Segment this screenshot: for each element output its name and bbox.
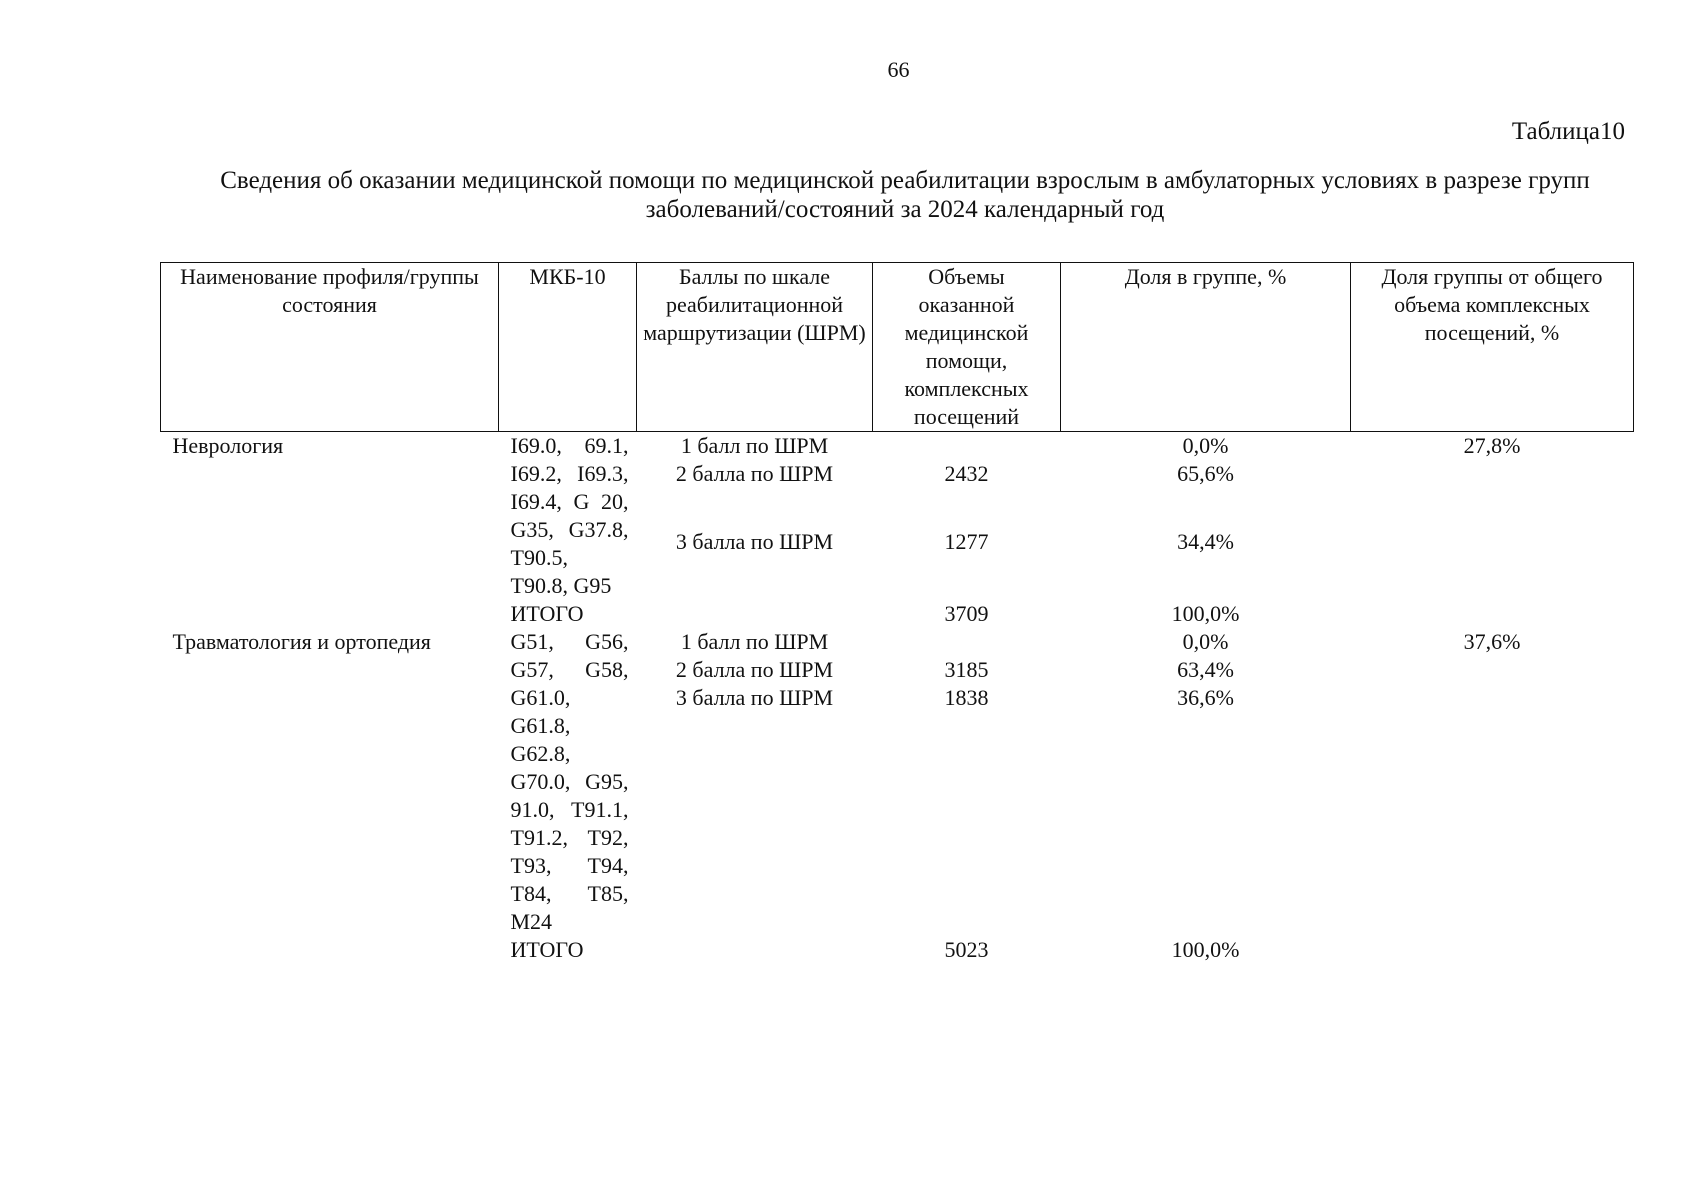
shrm-label: 3 балла по ШРМ: [675, 529, 834, 554]
share-value: 0,0%: [1182, 629, 1229, 654]
document-title: Сведения об оказании медицинской помощи по медицинской реабилитации взрослым в амбулаторных условиях в разрезе групп заболеваний/состояний за 2024 календарный год: [220, 167, 1590, 223]
volume-value: 3185: [944, 657, 989, 682]
header-name: Наименование профиля/группы состояния: [161, 263, 499, 432]
page-number: 66: [887, 57, 910, 82]
total-label: ИТОГО: [510, 601, 584, 626]
volume-column: [873, 432, 1061, 601]
table-row: [161, 628, 1634, 936]
total-volume: 3709: [944, 601, 989, 626]
total-volume: 5023: [944, 937, 989, 962]
share-value: 36,6%: [1177, 685, 1234, 710]
share-of-total: 27,8%: [1463, 433, 1521, 458]
rehabilitation-table: [160, 262, 1634, 964]
volume-value: 1838: [944, 685, 989, 710]
shrm-label: 1 балл по ШРМ: [680, 629, 829, 654]
table-row-total: [161, 600, 1634, 628]
header-share-in-group: Доля в группе, %: [1061, 263, 1351, 432]
header-mkb: МКБ-10: [499, 263, 637, 432]
total-share: 100,0%: [1171, 937, 1240, 962]
volume-value: [883, 628, 1051, 656]
share-value: 63,4%: [1177, 657, 1234, 682]
total-share: 100,0%: [1171, 601, 1240, 626]
table-header-row: [161, 263, 1634, 432]
group-name: Неврология: [172, 433, 284, 458]
shrm-label: 2 балла по ШРМ: [675, 657, 834, 682]
group-name: Травматология и ортопедия: [172, 629, 431, 654]
table-label: Таблица10: [1511, 118, 1625, 145]
share-column: [1061, 628, 1351, 936]
header-shrm: Баллы по шкале реабилитационной маршрутизации (ШРМ): [637, 263, 873, 432]
share-of-total: 37,6%: [1463, 629, 1521, 654]
share-column: [1061, 432, 1351, 601]
share-value: 34,4%: [1177, 529, 1234, 554]
header-volume: Объемы оказанной медицинской помощи, комплексных посещений: [873, 263, 1061, 432]
shrm-label: 3 балла по ШРМ: [675, 685, 834, 710]
share-value: 65,6%: [1177, 461, 1234, 486]
volume-value: [883, 432, 1051, 460]
volume-value: 1277: [944, 529, 989, 554]
volume-value: 2432: [944, 461, 989, 486]
share-value: 0,0%: [1182, 433, 1229, 458]
shrm-label: 2 балла по ШРМ: [675, 461, 834, 486]
mkb-codes: I69.0, 69.1, I69.2, I69.3, I69.4, G 20, G35, G37.8, T90.5, T90.8, G95: [510, 433, 629, 598]
shrm-label: 1 балл по ШРМ: [680, 433, 829, 458]
table-row: [161, 432, 1634, 601]
volume-column: [873, 628, 1061, 936]
table-row-total: [161, 936, 1634, 964]
shrm-column: [637, 628, 873, 936]
shrm-column: [637, 432, 873, 601]
total-label: ИТОГО: [510, 937, 584, 962]
mkb-codes: G51, G56, G57, G58, G61.0, G61.8, G62.8, G70.0, G95, 91.0, T91.1, T91.2, T92, T93, T94, T84, T85, M24: [510, 629, 629, 934]
header-share-of-total: Доля группы от общего объема комплексных посещений, %: [1351, 263, 1634, 432]
